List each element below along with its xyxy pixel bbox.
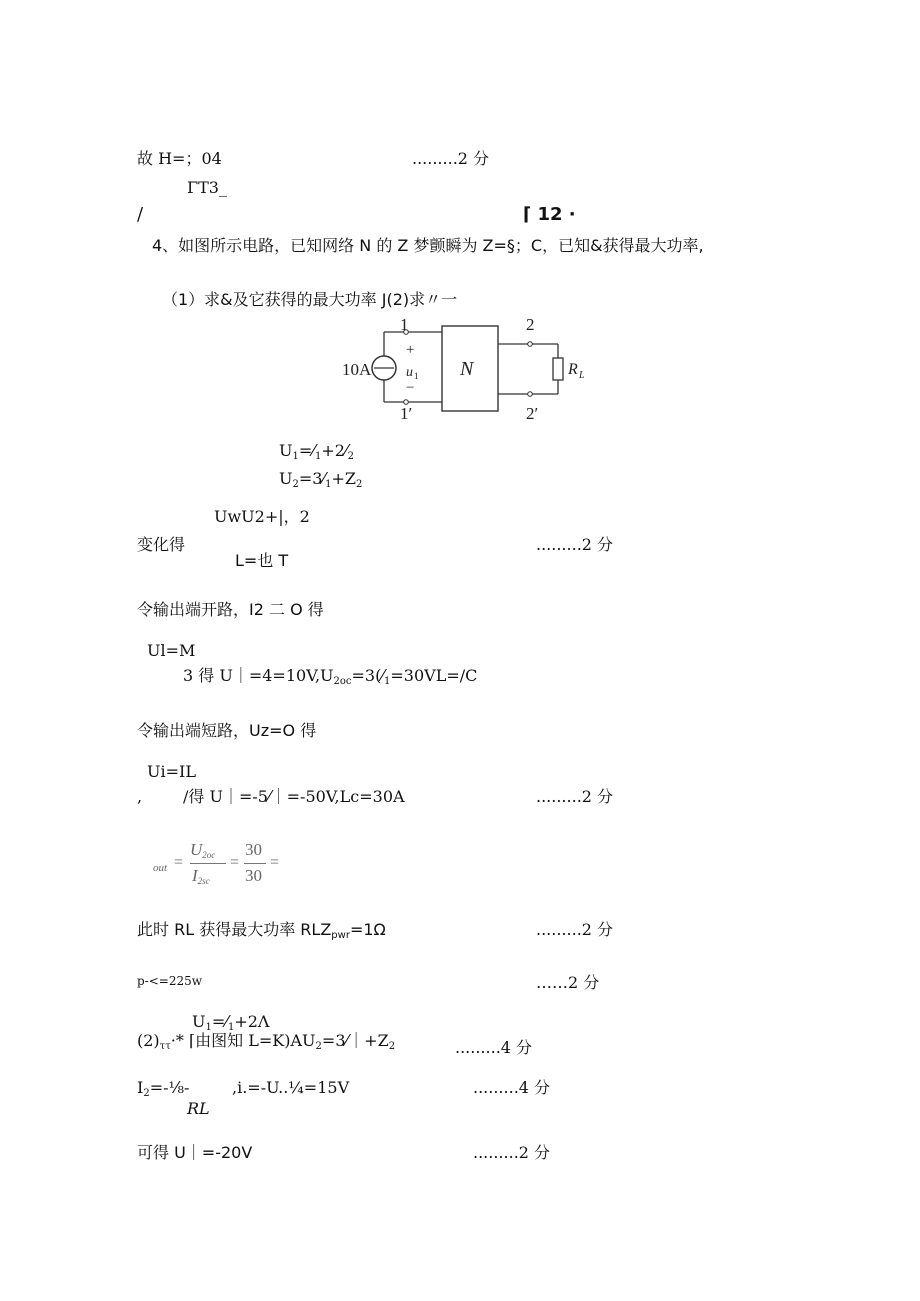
text-line-8: L=也 T: [235, 551, 289, 570]
score-5: ……2 分: [536, 973, 600, 992]
question-4: 4、如图所示电路，已知网络 N 的 Z 梦颤瞬为 Z=§；C，已知&获得最大功率,: [152, 236, 704, 255]
network-label: N: [460, 358, 474, 380]
score-3: .........2 分: [536, 787, 614, 806]
text-line-7: 变化得: [137, 535, 186, 554]
text-line-3: /: [137, 204, 144, 225]
score-6: .........4 分: [455, 1038, 533, 1057]
text-line-19-lead: $I_2=-\frac{1}{8}-$: [137, 1078, 190, 1099]
equation-2: $U_2=3⁄_1+Z_2$: [279, 469, 363, 490]
text-line-16: p-<=225w: [137, 974, 203, 988]
source-label: 10A: [342, 360, 372, 379]
formula-output-impedance: out = $U_{2oc}$ $I_{2sc}$ = 30 30 =: [153, 840, 280, 886]
text-line-10: Ul=M: [147, 641, 196, 660]
text-line-9: 令输出端开路，I2 二 O 得: [137, 600, 324, 619]
text-line-1: 故 H=；04: [137, 149, 222, 168]
score-1: .........2 分: [412, 149, 490, 168]
text-line-13: Ui=IL: [147, 762, 196, 781]
plus-sign: +: [406, 342, 415, 358]
text-line-19: ,i.=-U..¼=15V: [232, 1078, 350, 1097]
load-sub: L: [579, 370, 585, 381]
node-1-label: 1: [400, 318, 409, 334]
text-line-14: /得 U｜=-5⁄｜=-50V,Lc=30A: [183, 787, 405, 806]
text-line-12: 令输出端短路，Uz=O 得: [137, 721, 317, 740]
text-line-14-lead: ,: [137, 787, 143, 806]
u1-sub: 1: [414, 371, 419, 381]
score-7: .........4 分: [473, 1078, 551, 1097]
score-4: .........2 分: [536, 920, 614, 939]
text-line-2: ΓT3_: [187, 178, 227, 197]
load-label: R: [568, 361, 578, 378]
score-2: .........2 分: [536, 535, 614, 554]
score-8: .........2 分: [473, 1143, 551, 1162]
text-line-17: $U_1=⁄_1+2\Lambda$: [192, 1012, 270, 1033]
text-line-3-right: ⌈ 12 ·: [523, 204, 576, 225]
text-line-15: 此时 RL 获得最大功率 $RLZ_{pwr}=1\Omega$: [137, 920, 386, 941]
minus-sign: −: [406, 380, 415, 396]
u1-label: u: [406, 365, 413, 380]
text-line-20: RL: [187, 1099, 210, 1118]
node-1p-label: 1′: [400, 404, 413, 422]
text-line-6: UwU2+|，2: [214, 507, 310, 526]
node-2-label: 2: [526, 318, 535, 334]
load-resistor-icon: [553, 358, 563, 380]
node-2p-label: 2′: [526, 404, 539, 422]
text-line-18: $(2)_{\tau\tau}\cdot*$ ⌈由图知 $L=K)AU_2=3⁄|+Z_2$: [137, 1031, 396, 1052]
text-line-21: 可得 U｜=-20V: [137, 1143, 253, 1162]
equation-1: $U_1=⁄_1+2⁄_2$: [279, 441, 354, 462]
text-line-11: 3 得 $U|=4=10V,U_{2oc}=3(⁄_1=30VL=/C$: [183, 666, 478, 687]
question-4-parts: （1）求&及它获得的最大功率 J(2)求〃一: [162, 290, 458, 309]
circuit-diagram: [330, 318, 600, 422]
